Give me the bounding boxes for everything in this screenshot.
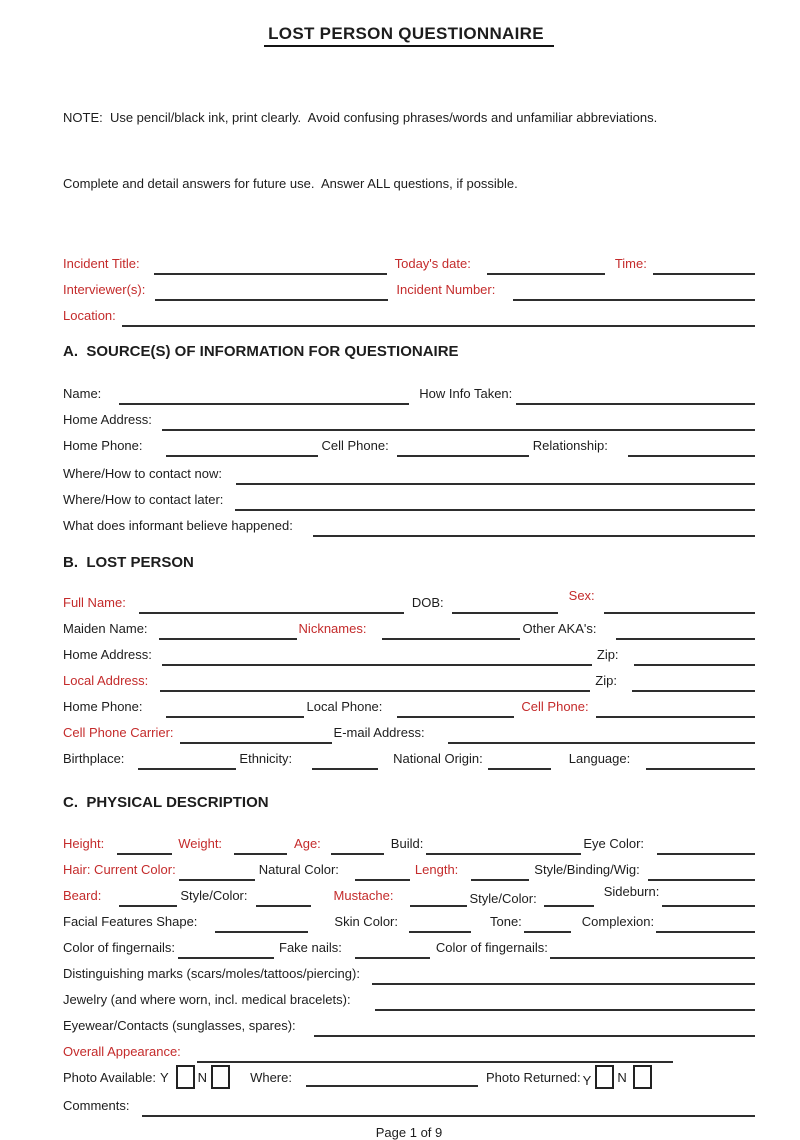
informant-believe-line[interactable]: [313, 523, 755, 537]
language-label: Language:: [568, 751, 631, 766]
hair-length-label: Length:: [414, 862, 459, 877]
local-zip-label: Zip:: [595, 673, 617, 688]
skin-color-line[interactable]: [409, 919, 471, 933]
distinguishing-marks-line[interactable]: [372, 971, 755, 985]
photo-available-yes-checkbox[interactable]: [176, 1065, 195, 1089]
full-name-label: Full Name:: [63, 595, 126, 610]
comments-label: Comments:: [63, 1098, 130, 1113]
row-hair: [63, 855, 755, 881]
incident-title-label: Incident Title:: [63, 256, 140, 271]
tone-label: Tone:: [489, 914, 522, 929]
row-a-home-address: [63, 405, 755, 431]
photo-where-label: Where:: [250, 1070, 292, 1085]
fingernails-color-2-label: Color of fingernails:: [435, 940, 548, 955]
nicknames-label: Nicknames:: [298, 621, 367, 636]
row-full-name: [63, 588, 755, 614]
photo-returned-no-label: N: [617, 1070, 627, 1085]
photo-returned-yes-label: Y: [582, 1073, 592, 1088]
nicknames-line[interactable]: [382, 626, 520, 640]
weight-line[interactable]: [234, 841, 287, 855]
a-cell-phone-line[interactable]: [397, 443, 529, 457]
hair-current-color-line[interactable]: [179, 867, 255, 881]
fingernails-color-label: Color of fingernails:: [63, 940, 175, 955]
fake-nails-label: Fake nails:: [279, 940, 342, 955]
maiden-name-line[interactable]: [159, 626, 297, 640]
row-carrier-email: [63, 718, 755, 744]
national-origin-line[interactable]: [488, 756, 551, 770]
beard-label: Beard:: [63, 888, 102, 903]
national-origin-label: National Origin:: [393, 751, 483, 766]
section-c-heading: C. PHYSICAL DESCRIPTION: [63, 794, 269, 811]
beard-line[interactable]: [119, 893, 177, 907]
complexion-line[interactable]: [656, 919, 755, 933]
language-line[interactable]: [646, 756, 755, 770]
b-home-address-label: Home Address:: [63, 647, 152, 662]
fingernails-color-line[interactable]: [178, 945, 274, 959]
how-info-taken-line[interactable]: [516, 391, 755, 405]
build-label: Build:: [390, 836, 424, 851]
mustache-style-color-line[interactable]: [544, 893, 594, 907]
mustache-line[interactable]: [410, 893, 467, 907]
beard-style-color-label: Style/Color:: [180, 888, 248, 903]
row-incident: [63, 249, 755, 275]
row-distinguishing-marks: [63, 959, 755, 985]
relationship-line[interactable]: [628, 443, 755, 457]
local-phone-line[interactable]: [397, 704, 514, 718]
hair-length-line[interactable]: [471, 867, 529, 881]
skin-color-label: Skin Color:: [334, 914, 398, 929]
eyewear-label: Eyewear/Contacts (sunglasses, spares):: [63, 1018, 296, 1033]
section-b-heading: B. LOST PERSON: [63, 554, 194, 571]
page-title: LOST PERSON QUESTIONNAIRE: [264, 24, 554, 47]
b-home-phone-label: Home Phone:: [63, 699, 143, 714]
photo-available-yes-label: Y: [160, 1070, 169, 1085]
incident-number-label: Incident Number:: [396, 282, 496, 297]
row-jewelry: [63, 985, 755, 1011]
row-a-name: [63, 379, 755, 405]
height-line[interactable]: [117, 841, 172, 855]
local-address-label: Local Address:: [63, 673, 149, 688]
a-home-address-label: Home Address:: [63, 412, 152, 427]
a-home-phone-line[interactable]: [166, 443, 318, 457]
note-line-2: Complete and detail answers for future use. Answer ALL questions, if possible.: [63, 176, 518, 191]
contact-now-line[interactable]: [236, 471, 755, 485]
time-label: Time:: [614, 256, 647, 271]
title-wrap: [63, 24, 755, 47]
hair-current-color-label: Hair: Current Color:: [63, 862, 176, 877]
email-address-label: E-mail Address:: [333, 725, 425, 740]
photo-returned-yes-checkbox[interactable]: [595, 1065, 614, 1089]
facial-features-shape-line[interactable]: [215, 919, 308, 933]
dob-line[interactable]: [452, 600, 558, 614]
mustache-label: Mustache:: [333, 888, 394, 903]
photo-returned-no-checkbox[interactable]: [633, 1065, 652, 1089]
eye-color-line[interactable]: [657, 841, 755, 855]
row-b-home-address: [63, 640, 755, 666]
photo-available-label: Photo Available:: [63, 1070, 156, 1085]
row-facial: [63, 907, 755, 933]
row-contact-later: [63, 485, 755, 511]
local-address-line[interactable]: [160, 678, 590, 692]
row-birthplace: [63, 744, 755, 770]
other-akas-line[interactable]: [616, 626, 755, 640]
location-line[interactable]: [122, 313, 755, 327]
comments-line[interactable]: [142, 1103, 755, 1117]
jewelry-label: Jewelry (and where worn, incl. medical bracelets):: [63, 992, 351, 1007]
style-binding-wig-line[interactable]: [648, 867, 755, 881]
email-address-line[interactable]: [448, 730, 755, 744]
row-height: [63, 829, 755, 855]
birthplace-label: Birthplace:: [63, 751, 125, 766]
jewelry-line[interactable]: [375, 997, 755, 1011]
photo-where-line[interactable]: [306, 1073, 478, 1087]
sideburn-line[interactable]: [662, 893, 755, 907]
row-a-phones: [63, 431, 755, 457]
ethnicity-line[interactable]: [312, 756, 378, 770]
todays-date-line[interactable]: [487, 261, 605, 275]
row-maiden-name: [63, 614, 755, 640]
sideburn-label: Sideburn:: [603, 884, 660, 899]
row-overall-appearance: [63, 1037, 755, 1063]
page-footer: Page 1 of 9: [375, 1125, 443, 1140]
style-binding-wig-label: Style/Binding/Wig:: [534, 862, 640, 877]
birthplace-line[interactable]: [138, 756, 236, 770]
eyewear-line[interactable]: [314, 1023, 755, 1037]
dob-label: DOB:: [411, 595, 444, 610]
a-home-address-line[interactable]: [162, 417, 755, 431]
mustache-style-color-label: Style/Color:: [469, 891, 537, 906]
fingernails-color-2-line[interactable]: [550, 945, 755, 959]
sex-label: Sex:: [568, 588, 595, 603]
overall-appearance-line[interactable]: [197, 1049, 673, 1063]
informant-believe-label: What does informant believe happened:: [63, 518, 293, 533]
cell-phone-carrier-label: Cell Phone Carrier:: [63, 725, 174, 740]
b-home-zip-line[interactable]: [634, 652, 755, 666]
photo-returned-label: Photo Returned:: [485, 1070, 581, 1085]
row-beard: [63, 881, 755, 907]
row-photo: [63, 1063, 755, 1091]
sex-line[interactable]: [604, 600, 755, 614]
row-interviewer: [63, 275, 755, 301]
natural-color-label: Natural Color:: [258, 862, 339, 877]
photo-available-no-checkbox[interactable]: [211, 1065, 230, 1089]
other-akas-label: Other AKA's:: [522, 621, 597, 636]
local-phone-label: Local Phone:: [306, 699, 383, 714]
contact-now-label: Where/How to contact now:: [63, 466, 222, 481]
incident-number-line[interactable]: [513, 287, 755, 301]
note-line-1: NOTE: Use pencil/black ink, print clearly. Avoid confusing phrases/words and unfamiliar abbreviations.: [63, 110, 658, 125]
fake-nails-line[interactable]: [355, 945, 430, 959]
eye-color-label: Eye Color:: [583, 836, 645, 851]
todays-date-label: Today's date:: [394, 256, 471, 271]
natural-color-line[interactable]: [355, 867, 410, 881]
photo-available-no-label: N: [197, 1070, 208, 1085]
row-location: [63, 301, 755, 327]
tone-line[interactable]: [524, 919, 571, 933]
location-label: Location:: [63, 308, 116, 323]
beard-style-color-line[interactable]: [256, 893, 311, 907]
facial-features-shape-label: Facial Features Shape:: [63, 914, 198, 929]
section-a-heading: A. SOURCE(S) OF INFORMATION FOR QUESTIONAIRE: [63, 343, 459, 360]
contact-later-line[interactable]: [235, 497, 755, 511]
height-label: Height:: [63, 836, 105, 851]
b-home-phone-line[interactable]: [166, 704, 304, 718]
interviewers-label: Interviewer(s):: [63, 282, 146, 297]
contact-later-label: Where/How to contact later:: [63, 492, 224, 507]
row-local-address: [63, 666, 755, 692]
complexion-label: Complexion:: [581, 914, 655, 929]
distinguishing-marks-label: Distinguishing marks (scars/moles/tattoos/piercing):: [63, 966, 360, 981]
ethnicity-label: Ethnicity:: [239, 751, 293, 766]
how-info-taken-label: How Info Taken:: [419, 386, 513, 401]
incident-title-line[interactable]: [154, 261, 387, 275]
name-line[interactable]: [119, 391, 409, 405]
overall-appearance-label: Overall Appearance:: [63, 1044, 181, 1059]
local-zip-line[interactable]: [632, 678, 755, 692]
b-home-zip-label: Zip:: [596, 647, 619, 662]
age-label: Age:: [294, 836, 321, 851]
b-cell-phone-line[interactable]: [596, 704, 755, 718]
relationship-label: Relationship:: [532, 438, 608, 453]
row-contact-now: [63, 459, 755, 485]
age-line[interactable]: [331, 841, 384, 855]
weight-label: Weight:: [178, 836, 223, 851]
row-fingernails: [63, 933, 755, 959]
full-name-line[interactable]: [139, 600, 404, 614]
row-comments: [63, 1091, 755, 1117]
note-block: [63, 63, 755, 239]
a-home-phone-label: Home Phone:: [63, 438, 143, 453]
maiden-name-label: Maiden Name:: [63, 621, 148, 636]
row-informant-believe: [63, 511, 755, 537]
row-b-phones: [63, 692, 755, 718]
time-line[interactable]: [653, 261, 755, 275]
build-line[interactable]: [426, 841, 581, 855]
b-home-address-line[interactable]: [162, 652, 592, 666]
a-cell-phone-label: Cell Phone:: [321, 438, 389, 453]
row-eyewear: [63, 1011, 755, 1037]
interviewers-line[interactable]: [155, 287, 388, 301]
b-cell-phone-label: Cell Phone:: [521, 699, 589, 714]
name-label: Name:: [63, 386, 102, 401]
cell-phone-carrier-line[interactable]: [180, 730, 332, 744]
